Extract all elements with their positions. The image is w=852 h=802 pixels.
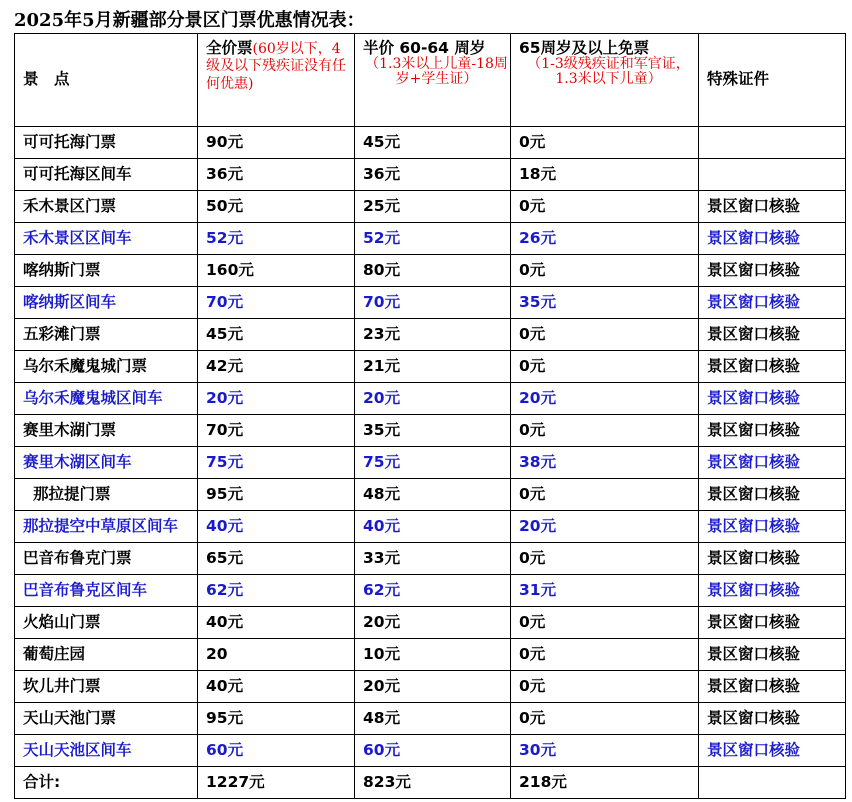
ticket-discount-table xyxy=(14,33,846,799)
total-half: 823元 xyxy=(355,767,511,799)
cell-special-cert: 景区窗口核验 xyxy=(699,223,846,255)
header-special-cert: 特殊证件 xyxy=(699,34,846,127)
cell-full-price: 50元 xyxy=(198,191,355,223)
table-row xyxy=(15,511,846,543)
table-header-row xyxy=(15,34,846,127)
cell-full-price: 62元 xyxy=(198,575,355,607)
header-free-ticket xyxy=(511,34,699,127)
total-free: 218元 xyxy=(511,767,699,799)
cell-half-price: 20元 xyxy=(355,671,511,703)
table-row xyxy=(15,127,846,159)
cell-half-price: 60元 xyxy=(355,735,511,767)
cell-half-price: 40元 xyxy=(355,511,511,543)
table-row xyxy=(15,351,846,383)
cell-full-price: 45元 xyxy=(198,319,355,351)
table-row xyxy=(15,735,846,767)
cell-spot: 喀纳斯区间车 xyxy=(15,287,198,319)
cell-full-price: 65元 xyxy=(198,543,355,575)
cell-free: 20元 xyxy=(511,383,699,415)
cell-half-price: 33元 xyxy=(355,543,511,575)
cell-free: 38元 xyxy=(511,447,699,479)
cell-free: 0元 xyxy=(511,543,699,575)
cell-full-price: 90元 xyxy=(198,127,355,159)
header-free-note: （1-3级残疾证和军官证，1.3米以下儿童） xyxy=(527,56,690,88)
cell-spot: 天山天池门票 xyxy=(15,703,198,735)
cell-free: 0元 xyxy=(511,319,699,351)
cell-spot: 巴音布鲁克区间车 xyxy=(15,575,198,607)
table-row xyxy=(15,383,846,415)
cell-half-price: 48元 xyxy=(355,479,511,511)
cell-special-cert: 景区窗口核验 xyxy=(699,607,846,639)
cell-half-price: 20元 xyxy=(355,383,511,415)
cell-full-price: 70元 xyxy=(198,415,355,447)
cell-special-cert: 景区窗口核验 xyxy=(699,735,846,767)
cell-special-cert: 景区窗口核验 xyxy=(699,383,846,415)
cell-spot: 禾木景区区间车 xyxy=(15,223,198,255)
cell-half-price: 70元 xyxy=(355,287,511,319)
table-row xyxy=(15,671,846,703)
table-row xyxy=(15,543,846,575)
cell-free: 0元 xyxy=(511,255,699,287)
cell-full-price: 75元 xyxy=(198,447,355,479)
table-row xyxy=(15,287,846,319)
cell-full-price: 95元 xyxy=(198,703,355,735)
cell-free: 0元 xyxy=(511,127,699,159)
table-row xyxy=(15,223,846,255)
cell-special-cert: 景区窗口核验 xyxy=(699,287,846,319)
cell-spot: 巴音布鲁克门票 xyxy=(15,543,198,575)
cell-free: 0元 xyxy=(511,415,699,447)
cell-special-cert: 景区窗口核验 xyxy=(699,575,846,607)
header-full-price xyxy=(198,34,355,127)
cell-free: 18元 xyxy=(511,159,699,191)
header-half-note: （1.3米以上儿童-18周岁+学生证） xyxy=(365,56,508,88)
cell-spot: 喀纳斯门票 xyxy=(15,255,198,287)
table-row xyxy=(15,319,846,351)
cell-spot: 那拉提空中草原区间车 xyxy=(15,511,198,543)
header-half-main: 半价 60-64 周岁 xyxy=(363,39,486,57)
cell-full-price: 20 xyxy=(198,639,355,671)
cell-free: 35元 xyxy=(511,287,699,319)
cell-spot: 火焰山门票 xyxy=(15,607,198,639)
cell-full-price: 70元 xyxy=(198,287,355,319)
cell-special-cert: 景区窗口核验 xyxy=(699,447,846,479)
header-free-main: 65周岁及以上免票 xyxy=(519,39,650,57)
total-label: 合计: xyxy=(15,767,198,799)
cell-half-price: 52元 xyxy=(355,223,511,255)
cell-full-price: 160元 xyxy=(198,255,355,287)
cell-free: 0元 xyxy=(511,479,699,511)
cell-free: 0元 xyxy=(511,191,699,223)
cell-half-price: 23元 xyxy=(355,319,511,351)
cell-special-cert: 景区窗口核验 xyxy=(699,671,846,703)
cell-special-cert xyxy=(699,127,846,159)
cell-half-price: 75元 xyxy=(355,447,511,479)
cell-special-cert: 景区窗口核验 xyxy=(699,639,846,671)
cell-half-price: 20元 xyxy=(355,607,511,639)
cell-full-price: 40元 xyxy=(198,607,355,639)
cell-free: 26元 xyxy=(511,223,699,255)
cell-special-cert: 景区窗口核验 xyxy=(699,479,846,511)
cell-spot: 乌尔禾魔鬼城区间车 xyxy=(15,383,198,415)
cell-half-price: 25元 xyxy=(355,191,511,223)
cell-free: 20元 xyxy=(511,511,699,543)
header-spot: 景 点 xyxy=(15,34,198,127)
cell-free: 30元 xyxy=(511,735,699,767)
cell-spot: 五彩滩门票 xyxy=(15,319,198,351)
cell-spot: 乌尔禾魔鬼城门票 xyxy=(15,351,198,383)
total-row xyxy=(15,767,846,799)
header-full-note: (60岁以下，4级及以下残疾证没有任何优惠) xyxy=(206,41,346,92)
table-row xyxy=(15,703,846,735)
cell-half-price: 36元 xyxy=(355,159,511,191)
table-row xyxy=(15,479,846,511)
table-row xyxy=(15,575,846,607)
cell-spot: 可可托海门票 xyxy=(15,127,198,159)
cell-free: 0元 xyxy=(511,671,699,703)
cell-full-price: 40元 xyxy=(198,671,355,703)
cell-spot: 禾木景区门票 xyxy=(15,191,198,223)
cell-full-price: 52元 xyxy=(198,223,355,255)
cell-special-cert: 景区窗口核验 xyxy=(699,191,846,223)
cell-full-price: 60元 xyxy=(198,735,355,767)
cell-free: 0元 xyxy=(511,703,699,735)
cell-half-price: 62元 xyxy=(355,575,511,607)
cell-full-price: 40元 xyxy=(198,511,355,543)
cell-full-price: 42元 xyxy=(198,351,355,383)
cell-special-cert: 景区窗口核验 xyxy=(699,415,846,447)
cell-special-cert: 景区窗口核验 xyxy=(699,543,846,575)
table-row xyxy=(15,639,846,671)
header-full-main: 全价票 xyxy=(206,39,253,57)
cell-spot: 那拉提门票 xyxy=(15,479,198,511)
cell-special-cert: 景区窗口核验 xyxy=(699,703,846,735)
cell-half-price: 48元 xyxy=(355,703,511,735)
document-title: 2025年5月新疆部分景区门票优惠情况表： xyxy=(14,10,365,31)
table-row xyxy=(15,255,846,287)
cell-full-price: 36元 xyxy=(198,159,355,191)
cell-special-cert: 景区窗口核验 xyxy=(699,351,846,383)
table-row xyxy=(15,191,846,223)
cell-free: 0元 xyxy=(511,639,699,671)
table-row xyxy=(15,607,846,639)
table-row xyxy=(15,447,846,479)
table-row xyxy=(15,415,846,447)
cell-special-cert: 景区窗口核验 xyxy=(699,319,846,351)
table-row xyxy=(15,159,846,191)
cell-spot: 坎儿井门票 xyxy=(15,671,198,703)
cell-half-price: 45元 xyxy=(355,127,511,159)
cell-full-price: 95元 xyxy=(198,479,355,511)
cell-spot: 天山天池区间车 xyxy=(15,735,198,767)
cell-full-price: 20元 xyxy=(198,383,355,415)
cell-special-cert: 景区窗口核验 xyxy=(699,255,846,287)
cell-half-price: 35元 xyxy=(355,415,511,447)
cell-spot: 赛里木湖区间车 xyxy=(15,447,198,479)
cell-free: 31元 xyxy=(511,575,699,607)
cell-special-cert xyxy=(699,159,846,191)
total-full: 1227元 xyxy=(198,767,355,799)
cell-half-price: 21元 xyxy=(355,351,511,383)
cell-half-price: 10元 xyxy=(355,639,511,671)
cell-spot: 赛里木湖门票 xyxy=(15,415,198,447)
cell-free: 0元 xyxy=(511,607,699,639)
cell-free: 0元 xyxy=(511,351,699,383)
header-half-price xyxy=(355,34,511,127)
cell-spot: 葡萄庄园 xyxy=(15,639,198,671)
cell-special-cert: 景区窗口核验 xyxy=(699,511,846,543)
cell-spot: 可可托海区间车 xyxy=(15,159,198,191)
total-cert xyxy=(699,767,846,799)
cell-half-price: 80元 xyxy=(355,255,511,287)
